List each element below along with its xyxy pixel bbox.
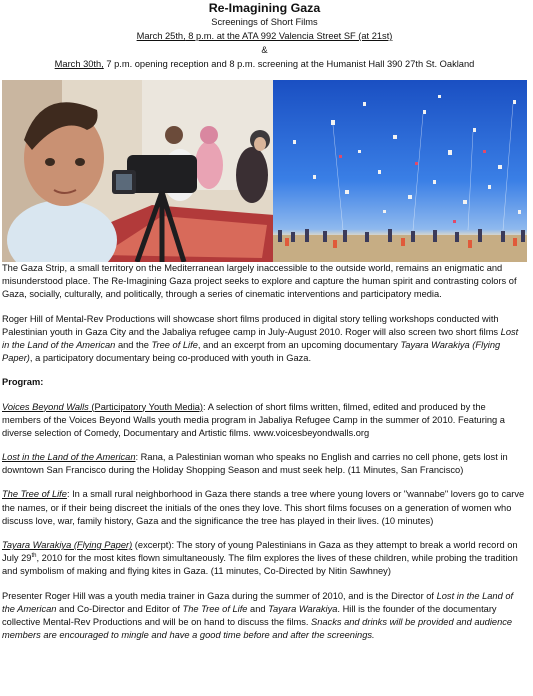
venue-2: 7 p.m. opening reception and 8 p.m. screening at the Humanist Hall 390 27th St. Oakland [103,59,475,69]
intro-paragraph: The Gaza Strip, a small territory on the Mediterranean largely inaccessible to the outside world, remains an enigmatic and misunderstood place. The Re-Imagining Gaza project seeks to explore and capture the human spirit and contrasting colors of Gaza, socially, culturally, and politically, through a series of cinematic interventions and participatory media. [2,263,517,300]
tayara-description-b: , 2010 for the most kites flown simultaneously. The film explores the lives of these children, while probing the tradition and symbolism of making and flying kites in Gaza. (11 minutes, Co-Directed by Nitin Sawhney) [2,553,518,577]
program-item-lost [2,451,527,477]
program-heading: Program: [2,377,44,388]
header [2,0,527,71]
film-title-tayara: Tayara Warakiya (Flying Paper) [2,339,501,364]
presenter-text-b: and Co-Director and Editor of [56,603,183,614]
tayara-title: Tayara Warakiya (Flying Paper) [2,540,133,550]
showcase-text-c: , and an excerpt from an upcoming documentary [197,339,401,350]
program-item-voices [2,401,527,441]
presenter-film-lost: Lost in the Land of the American [2,590,514,614]
tayara-description-a: (excerpt): The story of young Palestinians in Gaza as they attempt to break a world record on July 29 [2,540,518,564]
photo-boy-with-camera-drawing [2,80,273,262]
photo-kites-drawing [273,80,527,262]
showcase-text-d: , a participatory documentary being co-produced with youth in Gaza. [29,353,312,364]
program-item-tayara [2,539,527,579]
date-1: March 25th, [136,31,186,41]
presenter-text-d: . Hill is the founder of the documentary collective Mental-Rev Productions and will be on hand to discuss the films. [2,603,497,628]
date-2: March 30th, [54,59,104,69]
presenter-text-e: Snacks and drinks will be provided and audience members are encouraged to mingle and have a good time before and after the screenings. [2,617,513,641]
photo-boy-with-camera [2,80,273,262]
presenter-text-c: and [247,603,269,614]
tree-description: : In a small rural neighborhood in Gaza there stands a tree where young lovers or "wannabe" lovers go to carve the names, or if their being discreet the initials of the ones they love. This short films focuses on a generation of women who discuss love, war, family history, Gaza and the significance the tree has played in their lives. (10 minutes) [2,489,525,526]
photo-kites-over-beach [273,80,527,262]
voices-description: : A selection of short films written, filmed, edited and produced by the members of the Voices Beyond Walls youth media program in Jabaliya Refugee Camp in the summer of 2010. Featuring a diverse selection of Comedy, Documentary and Artistic films. www.voicesbeyondwalls.org [2,401,505,438]
tree-title: The Tree of Life [2,489,67,500]
presenter-paragraph [2,590,527,643]
subtitle: Screenings of Short Films [211,17,318,27]
tayara-sup: th [31,553,37,560]
lost-description: : Rana, a Palestinian woman who speaks no English and carries no cell phone, gets lost in downtown San Francisco during the Holiday Shopping Season and must seek help. (11 Minutes, San Francisco) [2,452,508,476]
film-title-tree: Tree of Life [151,339,198,350]
program-item-tree [2,488,527,528]
presenter-text-a: Presenter Roger Hill was a youth media trainer in Gaza during the summer of 2010, and is the Director of [2,590,437,601]
page-title: Re-Imagining Gaza [208,1,321,15]
showcase-text-a: Roger Hill of Mental-Rev Productions will showcase short films produced in digital story telling workshops conducted with Palestinian youth in Gaza City and the Jabaliya refugee camp in July-August 2010. Roger will also screen two short films [2,313,501,337]
film-title-lost: Lost in the Land of the American [2,326,519,350]
showcase-text-b: and the [115,339,152,350]
screening-line-1 [2,29,527,43]
ampersand: & [261,45,268,55]
photo-strip [2,80,527,262]
screening-line-2 [2,57,527,71]
voices-title: Voices Beyond Walls [2,401,89,412]
voices-tag: (Participatory Youth Media) [88,401,204,412]
venue-1: 8 p.m. at the ATA 992 Valencia Street SF (at 21st) [185,31,393,41]
lost-title: Lost in the Land of the American [2,452,136,463]
presenter-film-tayara: Tayara Warakiya [268,603,338,614]
presenter-film-tree: The Tree of Life [182,603,248,614]
showcase-paragraph [2,313,527,366]
